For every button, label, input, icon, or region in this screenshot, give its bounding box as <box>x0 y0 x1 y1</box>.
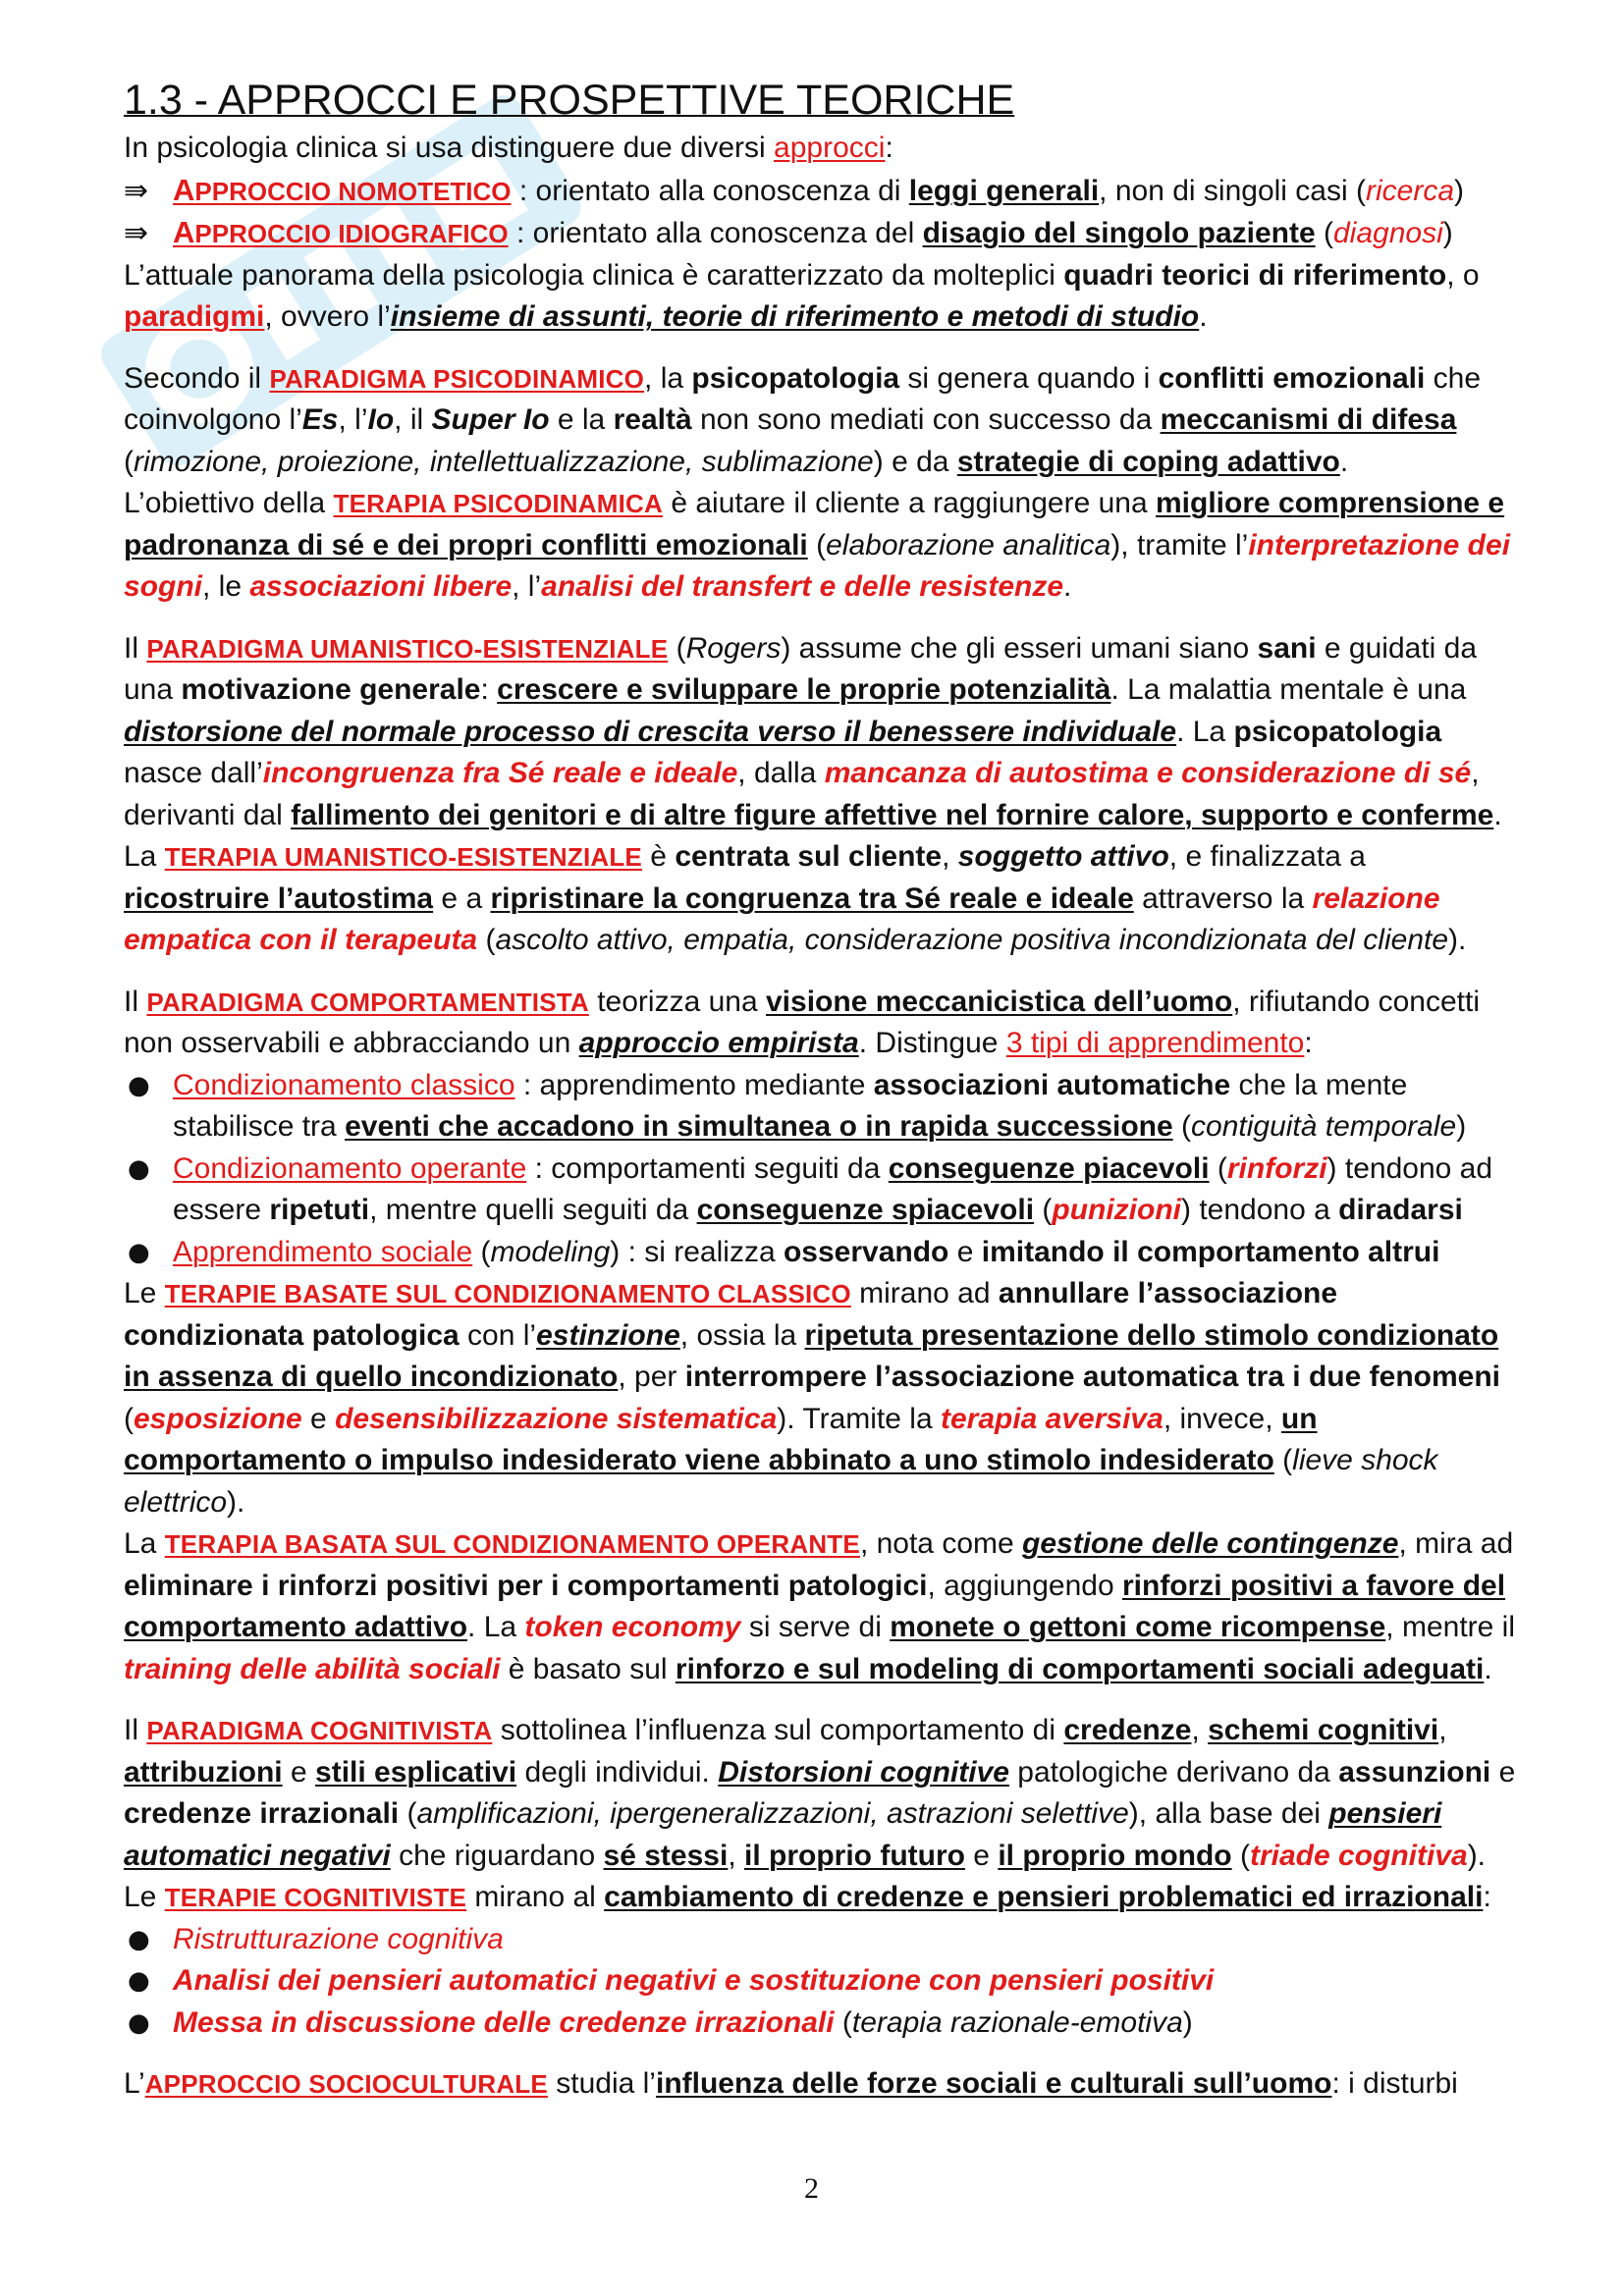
bullet-icon: ● <box>128 1070 150 1100</box>
idiografico-label: APPROCCIO IDIOGRAFICO <box>173 215 509 249</box>
bullet-icon: ● <box>128 1153 150 1184</box>
arrow-icon: ⇛ <box>124 216 149 250</box>
terapia-psicodinamica-paragraph: L’obiettivo della TERAPIA PSICODINAMICA è aiutare il cliente a raggiungere una migliore comprensione e padronanza di sé e dei propri conflitti emozionali (elaborazione analitica), tramite l’interpretazione dei sogni, le associazioni libere, l’analisi del transfert e delle resistenze. <box>124 487 1511 603</box>
terapia-umanistica-paragraph: La TERAPIA UMANISTICO-ESISTENZIALE è centrata sul cliente, soggetto attivo, e finalizzata a ricostruire l’autostima e a ripristinare la congruenza tra Sé reale e ideale attraverso la relazione empatica con il terapeuta (ascolto attivo, empatia, considerazione positiva incondizionata del cliente). <box>124 840 1467 956</box>
psicodinamico-paragraph: Secondo il PARADIGMA PSICODINAMICO, la psicopatologia si genera quando i conflitti emozionali che coinvolgono l’Es, l’Io, il Super Io e la realtà non sono mediati con successo da meccanismi di difesa (rimozione, proiezione, intellettualizzazione, sublimazione) e da strategie di coping adattivo. <box>124 361 1482 478</box>
bullet-icon: ● <box>128 1237 150 1267</box>
cognitivista-paragraph: Il PARADIGMA COGNITIVISTA sottolinea l’influenza sul comportamento di credenze, schemi cognitivi, attribuzioni e stili esplicativi degli individui. Distorsioni cognitive patologiche derivano da assunzioni e credenze irrazionali (amplificazioni, ipergeneralizzazioni, astrazioni selettive), alla base dei pensieri automatici negativi che riguardano sé stessi, il proprio futuro e il proprio mondo (triade cognitiva). <box>124 1714 1516 1872</box>
cognitive-therapy-list <box>124 1919 1518 2045</box>
socioculturale-paragraph: L’APPROCCIO SOCIOCULTURALE studia l’influenza delle forze sociali e culturali sull’uomo: i disturbi <box>124 2067 1458 2100</box>
list-item: ● Analisi dei pensieri automatici negativi e sostituzione con pensieri positivi <box>124 1960 1518 2002</box>
apprendimento-list <box>124 1065 1518 1274</box>
section-title: 1.3 - APPROCCI E PROSPETTIVE TEORICHE <box>124 77 1015 124</box>
terapia-operante-paragraph: La TERAPIA BASATA SUL CONDIZIONAMENTO OPERANTE, nota come gestione delle contingenze, mira ad eliminare i rinforzi positivi per i comportamenti patologici, aggiungendo rinforzi positivi a favore del comportamento adattivo. La token economy si serve di monete o gettoni come ricompense, mentre il training delle abilità sociali è basato sul rinforzo e sul modeling di comportamenti sociali adeguati. <box>124 1527 1516 1685</box>
panorama-paragraph: L’attuale panorama della psicologia clinica è caratterizzato da molteplici quadri teorici di riferimento, o paradigmi, ovvero l’insieme di assunti, teorie di riferimento e metodi di studio. <box>124 258 1480 333</box>
list-item: ● Apprendimento sociale (modeling) : si realizza osservando e imitando il comportamento altrui <box>124 1232 1518 1274</box>
intro-paragraph: In psicologia clinica si usa distinguere due diversi approcci: <box>124 132 893 164</box>
arrow-icon: ⇛ <box>124 173 149 208</box>
terapie-classico-paragraph: Le TERAPIE BASATE SUL CONDIZIONAMENTO CLASSICO mirano ad annullare l’associazione condizionata patologica con l’estinzione, ossia la ripetuta presentazione dello stimolo condizionato in assenza di quello incondizionato, per interrompere l’associazione automatica tra i due fenomeni (esposizione e desensibilizzazione sistematica). Tramite la terapia aversiva, invece, un comportamento o impulso indesiderato viene abbinato a uno stimolo indesiderato (lieve shock elettrico). <box>124 1277 1500 1519</box>
umanistico-paragraph: Il PARADIGMA UMANISTICO-ESISTENZIALE (Rogers) assume che gli esseri umani siano sani e guidati da una motivazione generale: crescere e sviluppare le proprie potenzialità. La malattia mentale è una distorsione del normale processo di crescita verso il benessere individuale. La psicopatologia nasce dall’incongruenza fra Sé reale e ideale, dalla mancanza di autostima e considerazione di sé, derivanti dal fallimento dei genitori e di altre figure affettive nel fornire calore, supporto e conferme. <box>124 631 1502 831</box>
nomotetico-label: APPROCCIO NOMOTETICO <box>173 172 512 207</box>
document-page <box>124 73 1518 2106</box>
bullet-icon: ● <box>128 1966 150 1996</box>
terapie-cognitiviste-paragraph: Le TERAPIE COGNITIVISTE mirano al cambiamento di credenze e pensieri problematici ed irrazionali: <box>124 1881 1491 1913</box>
idiografico-item: ⇛ APPROCCIO IDIOGRAFICO : orientato alla conoscenza del disagio del singolo paziente (diagnosi) <box>124 212 1518 255</box>
page-number: 2 <box>804 2172 819 2205</box>
list-item: ● Ristrutturazione cognitiva <box>124 1919 1518 1961</box>
nomotetico-item: ⇛ APPROCCIO NOMOTETICO : orientato alla conoscenza di leggi generali, non di singoli casi (ricerca) <box>124 170 1518 213</box>
comportamentista-paragraph: Il PARADIGMA COMPORTAMENTISTA teorizza una visione meccanicistica dell’uomo, rifiutando concetti non osservabili e abbracciando un approccio empirista. Distingue 3 tipi di apprendimento: <box>124 985 1480 1059</box>
bullet-icon: ● <box>128 2007 150 2038</box>
bullet-icon: ● <box>128 1924 150 1954</box>
list-item: ● Condizionamento operante : comportamenti seguiti da conseguenze piacevoli (rinforzi) tendono ad essere ripetuti, mentre quelli seguiti da conseguenze spiacevoli (punizioni) tendono a diradarsi <box>124 1148 1518 1232</box>
list-item: ● Condizionamento classico : apprendimento mediante associazioni automatiche che la mente stabilisce tra eventi che accadono in simultanea o in rapida successione (contiguità temporale) <box>124 1065 1518 1148</box>
list-item: ● Messa in discussione delle credenze irrazionali (terapia razionale-emotiva) <box>124 2002 1518 2045</box>
